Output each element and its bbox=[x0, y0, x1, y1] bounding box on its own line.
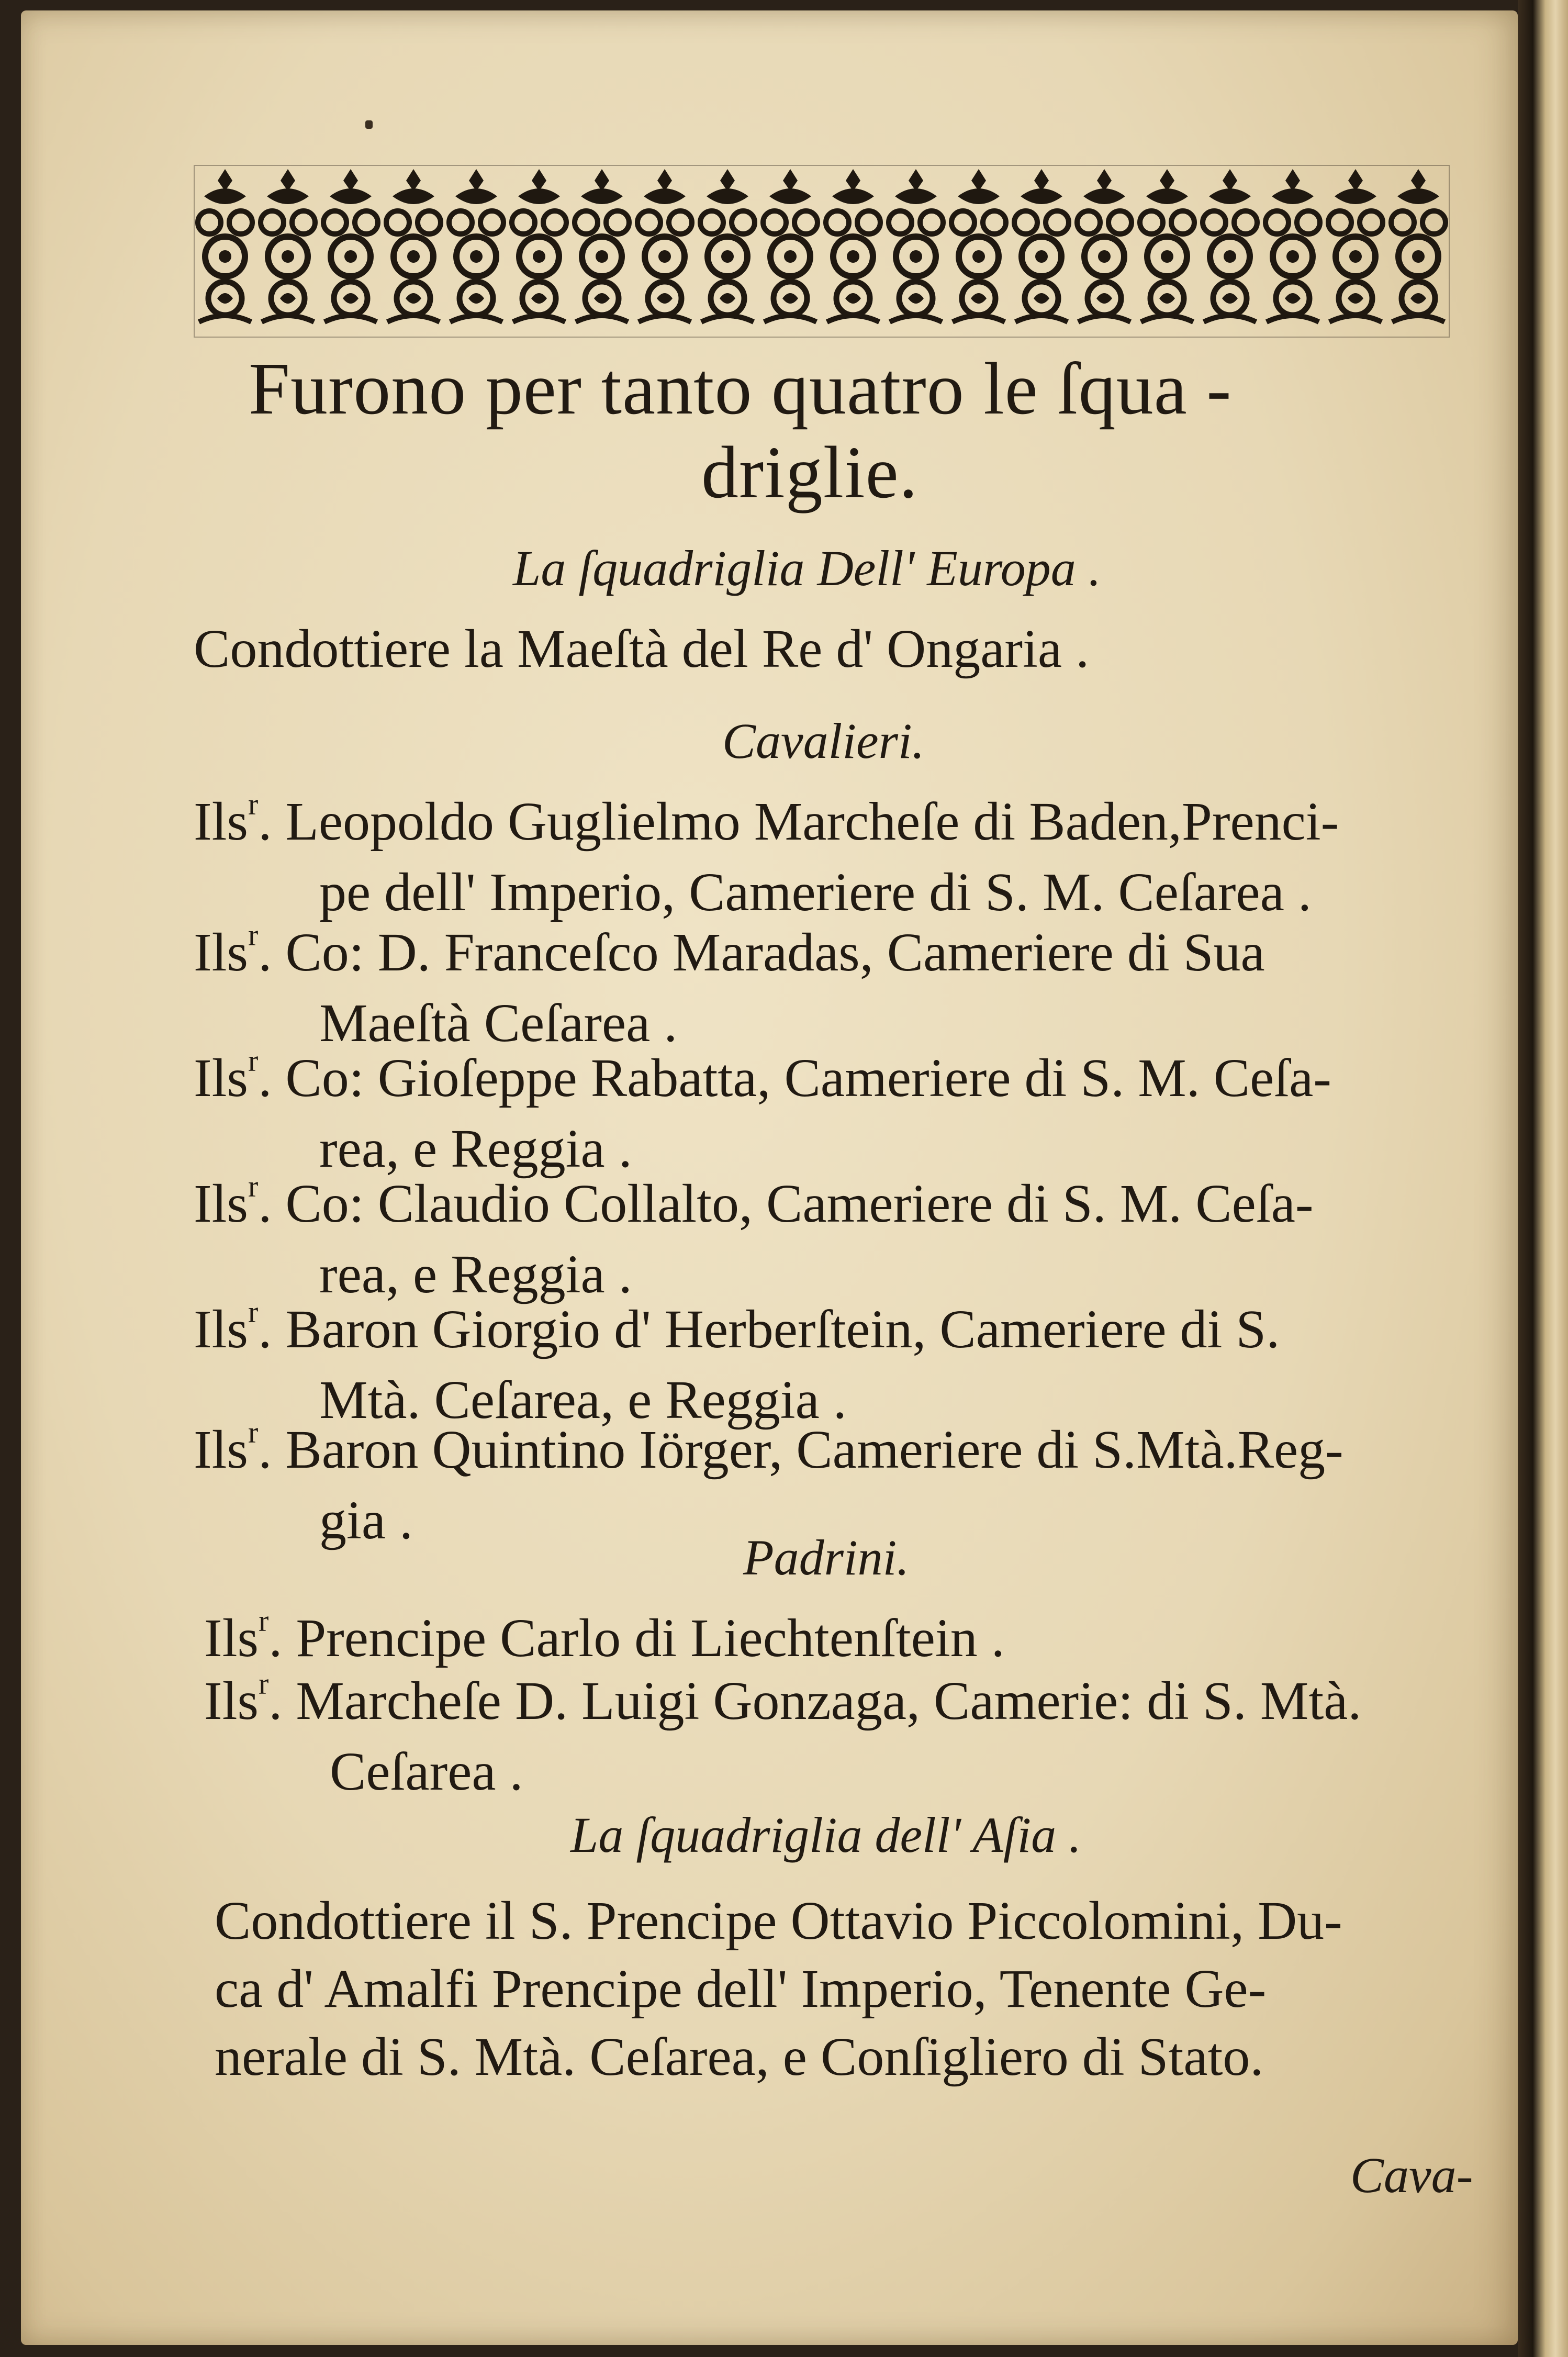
entry-line-1: . Baron Quintino Iörger, Cameriere di S.Mtà.Reg- bbox=[258, 1420, 1343, 1480]
condottiere-asia-line-3: nerale di S. Mtà. Ceſarea, e Conſigliero di Stato. bbox=[215, 2027, 1264, 2087]
honorific-prefix: Ils bbox=[194, 1299, 248, 1359]
honorific-prefix: Ils bbox=[194, 791, 248, 852]
entry-line-1: . Leopoldo Guglielmo Marcheſe di Baden,Prenci- bbox=[258, 791, 1339, 852]
cavalieri-label: Cavalieri. bbox=[722, 713, 925, 769]
padrini-label: Padrini. bbox=[743, 1529, 910, 1585]
decorative-headpiece bbox=[194, 165, 1450, 338]
honorific-sup: r bbox=[248, 1295, 259, 1329]
honorific-prefix: Ils bbox=[194, 1420, 248, 1480]
entry-line-2: rea, e Reggia . bbox=[319, 1244, 632, 1304]
cavaliere-entry bbox=[194, 918, 1265, 1053]
cavaliere-entry bbox=[194, 1044, 1331, 1179]
cavaliere-entry bbox=[194, 1415, 1343, 1550]
honorific-sup: r bbox=[248, 1415, 259, 1449]
condottiere-europa: Condottiere la Maeſtà del Re d' Ongaria . bbox=[194, 619, 1090, 679]
entry-line-1: . Marcheſe D. Luigi Gonzaga, Camerie: di S. Mtà. bbox=[268, 1671, 1362, 1731]
condottiere-asia-line-2: ca d' Amalfi Prencipe dell' Imperio, Tenente Ge- bbox=[215, 1959, 1267, 2019]
entry-line-1: . Co: Gioſeppe Rabatta, Cameriere di S. M. Ceſa- bbox=[258, 1048, 1331, 1108]
honorific-prefix: Ils bbox=[194, 1174, 248, 1234]
condottiere-asia-line-1: Condottiere il S. Prencipe Ottavio Piccolomini, Du- bbox=[215, 1891, 1342, 1951]
honorific-sup: r bbox=[248, 787, 259, 821]
entry-line-1: . Baron Giorgio d' Herberſtein, Cameriere di S. bbox=[258, 1299, 1280, 1359]
honorific-sup: r bbox=[259, 1604, 269, 1638]
entry-line-1: . Co: D. Franceſco Maradas, Cameriere di Sua bbox=[258, 922, 1265, 982]
entry-line-1: . Prencipe Carlo di Liechtenſtein . bbox=[268, 1608, 1005, 1668]
entry-line-2: rea, e Reggia . bbox=[319, 1119, 632, 1179]
cavaliere-entry bbox=[194, 1169, 1314, 1304]
section-heading-europa: La ſquadriglia Dell' Europa . bbox=[513, 540, 1101, 596]
section-heading-asia: La ſquadriglia dell' Aſia . bbox=[570, 1807, 1082, 1863]
honorific-sup: r bbox=[248, 1169, 259, 1203]
entry-line-1: . Co: Claudio Collalto, Cameriere di S. M. Ceſa- bbox=[258, 1174, 1314, 1234]
book-page bbox=[21, 10, 1518, 2345]
book-gutter bbox=[1518, 0, 1568, 2357]
entry-line-2: pe dell' Imperio, Cameriere di S. M. Ceſarea . bbox=[319, 862, 1312, 922]
cavaliere-entry bbox=[194, 787, 1339, 922]
entry-line-2: Mtà. Ceſarea, e Reggia . bbox=[319, 1370, 847, 1430]
honorific-prefix: Ils bbox=[194, 922, 248, 982]
title-line-2: driglie. bbox=[701, 431, 919, 513]
catchword: Cava- bbox=[1350, 2147, 1473, 2203]
entry-line-2: Ceſarea . bbox=[330, 1741, 523, 1802]
padrino-entry bbox=[204, 1604, 1005, 1669]
honorific-prefix: Ils bbox=[204, 1671, 259, 1731]
entry-line-2: Maeſtà Ceſarea . bbox=[319, 993, 678, 1053]
ink-speck bbox=[365, 120, 373, 129]
honorific-prefix: Ils bbox=[204, 1608, 259, 1668]
title-line-1: Furono per tanto quatro le ſqua - bbox=[249, 347, 1232, 430]
entry-line-2: gia . bbox=[319, 1490, 413, 1550]
padrino-entry bbox=[204, 1667, 1362, 1802]
honorific-prefix: Ils bbox=[194, 1048, 248, 1108]
honorific-sup: r bbox=[259, 1667, 269, 1701]
honorific-sup: r bbox=[248, 918, 259, 952]
honorific-sup: r bbox=[248, 1044, 259, 1078]
cavaliere-entry bbox=[194, 1295, 1280, 1430]
